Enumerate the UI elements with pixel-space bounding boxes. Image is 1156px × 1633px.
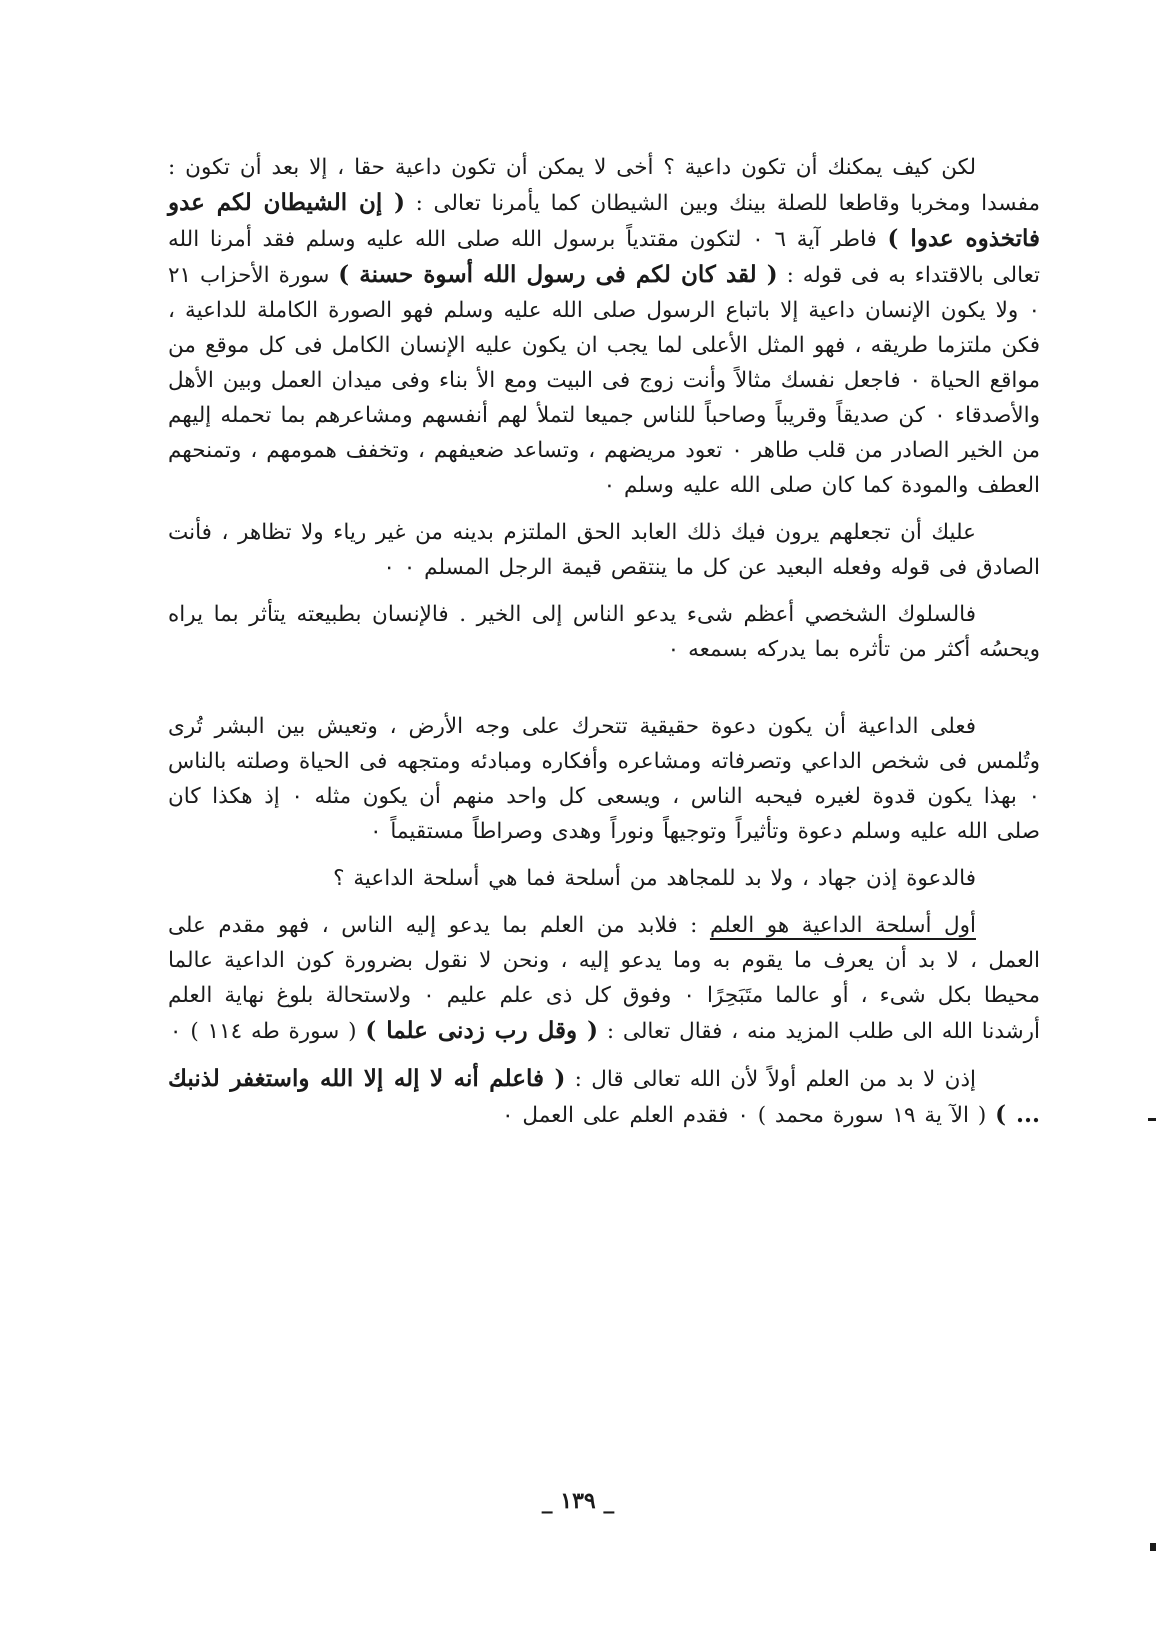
paragraph-5 — [168, 861, 1040, 896]
para-2-text: عليك أن تجعلهم يرون فيك ذلك العابد الحق الملتزم بدينه من غير رياء ولا تظاهر ، فأنت الصادق فى قوله وفعله البعيد عن كل ما ينتقص قيمة الرجل المسلم ٠ ٠ — [168, 520, 1040, 580]
scan-edge-mark — [1150, 1543, 1156, 1551]
para-5-text: فالدعوة إذن جهاد ، ولا بد للمجاهد من أسلحة فما هي أسلحة الداعية ؟ — [333, 866, 976, 891]
paragraph-3 — [168, 597, 1040, 667]
para-6-underlined-heading: أول أسلحة الداعية هو العلم — [709, 913, 976, 938]
para-4-text: فعلى الداعية أن يكون دعوة حقيقية تتحرك على وجه الأرض ، وتعيش بين البشر تُرى وتُلمس فى شخص الداعي وتصرفاته ومشاعره وأفكاره ومبادئه ومتجهه فى الحياة وصلته بالناس ٠ بهذا يكون قدوة لغيره فيحبه الناس ، ويسعى كل واحد منهم أن يكون مثله ٠ إذ هكذا كان صلى الله عليه وسلم دعوة وتأثيراً وتوجيهاً ونوراً وهدى وصراطاً مستقيماً ٠ — [168, 714, 1040, 844]
para-6-quran-verse: ( وقل رب زدنى علما ) — [365, 1017, 598, 1044]
paragraph-7 — [168, 1061, 1040, 1133]
para-7-text-2: ( الآ ية ١٩ سورة محمد ) ٠ فقدم العلم على العمل ٠ — [502, 1103, 996, 1128]
para-1-text-3: سورة الأحزاب ٢١ ٠ ولا يكون الإنسان داعية إلا باتباع الرسول صلى الله عليه وسلم فهو الصورة الكاملة للداعية ، فكن ملتزما طريقه ، فهو المثل الأعلى لما يجب ان يكون عليه الإنسان الكامل فى كل موقع من مواقع الحياة ٠ فاجعل نفسك مثالاً وأنت زوج فى البيت ومع الأ بناء وفى ميدان العمل وبين الأهل والأصدقاء ٠ كن صديقاً وقريباً وصاحباً للناس جميعا لتملأ لهم أنفسهم ومشاعرهم بما تحمله إليهم من الخير الصادر من قلب طاهر ٠ تعود مريضهم ، وتساعد ضعيفهم ، وتخفف همومهم ، وتمنحهم العطف والمودة كما كان صلى الله عليه وسلم ٠ — [168, 263, 1040, 498]
scan-edge-mark — [1148, 1118, 1156, 1121]
para-6-text-2: ( سورة طه ١١٤ ) ٠ — [169, 1019, 366, 1044]
para-1-text-2: فاطر آية ٦ ٠ لتكون مقتدياً برسول الله صلى الله عليه وسلم فقد أمرنا الله تعالى بالاقتداء به فى قوله : — [168, 227, 1040, 288]
para-1-quran-verse-1: ( إن الشيطان لكم عدو فاتخذوه عدوا ) — [168, 189, 1041, 252]
para-1-text-1: لكن كيف يمكنك أن تكون داعية ؟ أخى لا يمكن أن تكون داعية حقا ، إلا بعد أن تكون : مفسدا ومخربا وقاطعا للصلة بينك وبين الشيطان كما يأمرنا تعالى : — [168, 155, 1040, 216]
paragraph-6 — [168, 908, 1040, 1049]
page-number: _ ١٣٩ _ — [541, 1488, 615, 1514]
paragraph-2 — [168, 515, 1040, 585]
paragraph-1 — [168, 150, 1040, 503]
para-1-quran-verse-2: ( لقد كان لكم فى رسول الله أسوة حسنة ) — [338, 261, 778, 288]
para-6-text-1: : فلابد من العلم بما يدعو إليه الناس ، فهو مقدم على العمل ، لا بد أن يعرف ما يقوم به وما يدعو إليه ، ونحن لا نقول بضرورة كون الداعية عالما محيطا بكل شىء ، أو عالما متَبَحِرًا ٠ وفوق كل ذى علم عليم ٠ ولاستحالة بلوغ نهاية العلم أرشدنا الله الى طلب المزيد منه ، فقال تعالى : — [168, 913, 1040, 1044]
paragraph-4 — [168, 709, 1040, 849]
para-7-text-1: إذن لا بد من العلم أولاً لأن الله تعالى قال : — [565, 1067, 976, 1092]
document-page — [168, 150, 1040, 1530]
para-3-text: فالسلوك الشخصي أعظم شىء يدعو الناس إلى الخير . فالإنسان بطبيعته يتأثر بما يراه ويحسُه أكثر من تأثره بما يدركه بسمعه ٠ — [168, 602, 1040, 662]
para-7-quran-verse: ( فاعلم أنه لا إله إلا الله واستغفر لذنبك ... ) — [168, 1065, 1040, 1128]
